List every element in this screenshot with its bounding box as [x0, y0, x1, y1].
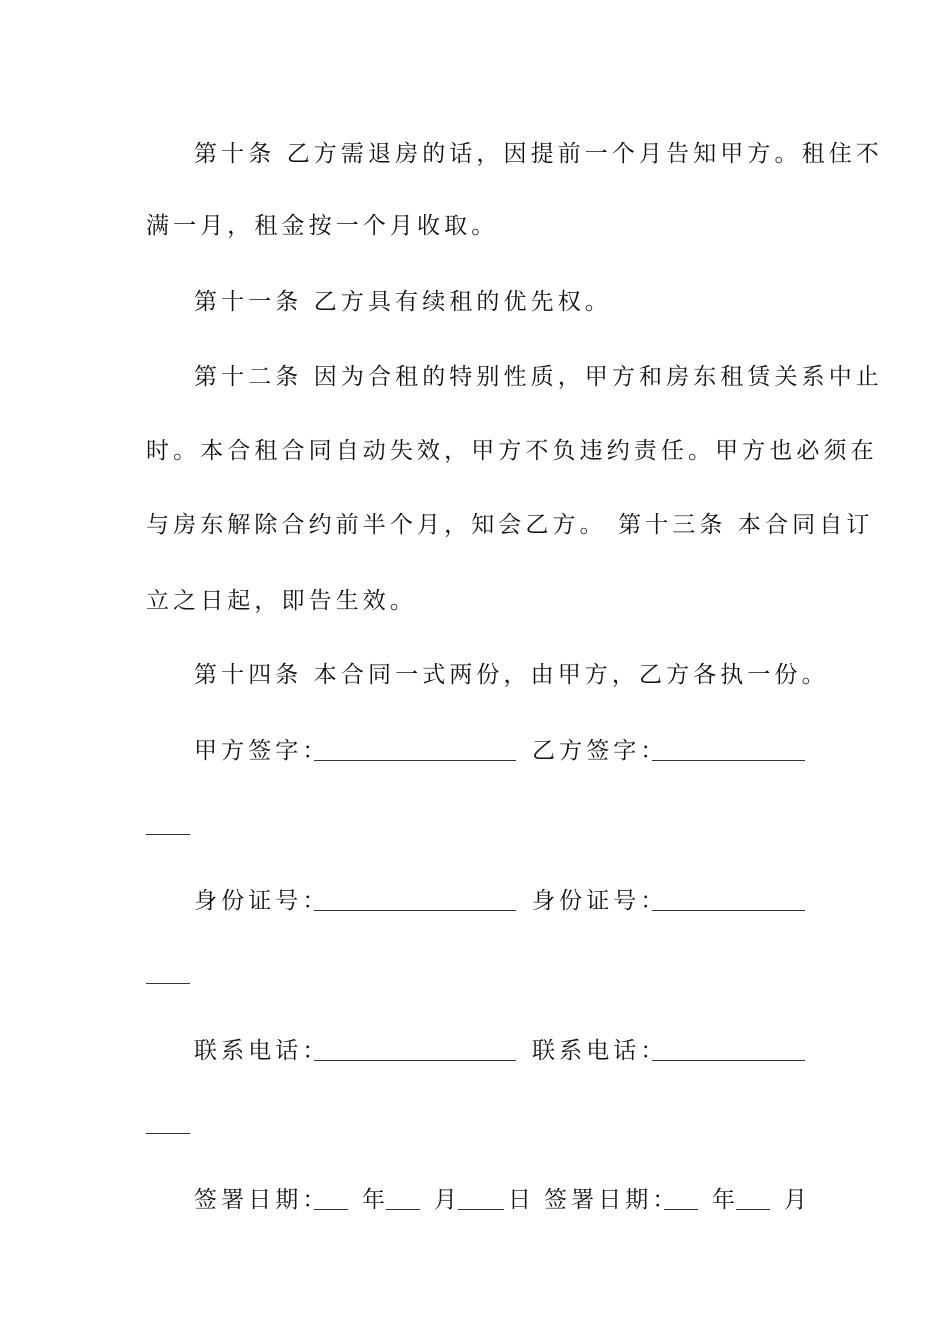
clause-12-line-4: 立之日起，即告生效。: [146, 588, 417, 614]
id-b-field[interactable]: [652, 910, 805, 911]
id-row: [194, 885, 330, 917]
date-b-year-wrap: [712, 1184, 739, 1216]
clause-12-line-1: 第十二条 因为合租的特别性质，甲方和房东租赁关系中止: [194, 364, 883, 390]
date-a-year-field[interactable]: [314, 1209, 348, 1210]
date-b-month-wrap: [784, 1184, 811, 1216]
phone-a-field[interactable]: [314, 1060, 516, 1061]
date-a-month-wrap: [434, 1184, 461, 1216]
clause-12-line-2: 时。本合租合同自动失效，甲方不负违约责任。甲方也必须在: [146, 438, 878, 464]
party-b-sign-field-cont[interactable]: [146, 834, 190, 835]
clause-14: 第十四条 本合同一式两份，由甲方，乙方各执一份。: [194, 662, 829, 688]
date-row: [194, 1184, 330, 1216]
phone-b-label-wrap: [532, 1035, 668, 1067]
date-a-day-label: 日: [508, 1187, 536, 1213]
id-b-label-wrap: [532, 885, 668, 917]
phone-b-label: 联系电话：: [532, 1038, 668, 1064]
signature-row: [194, 735, 330, 767]
clause-11: 第十一条 乙方具有续租的优先权。: [194, 289, 612, 315]
clause-10-line-1: 第十条 乙方需退房的话，因提前一个月告知甲方。租住不: [194, 141, 883, 167]
date-a-year-wrap: [362, 1184, 389, 1216]
party-a-sign-field[interactable]: [314, 760, 516, 761]
date-b-year-label: 年: [712, 1187, 740, 1213]
date-a-month-label: 月: [434, 1187, 462, 1213]
date-b-month-field[interactable]: [736, 1209, 770, 1210]
party-b-sign-field[interactable]: [652, 760, 805, 761]
phone-b-field[interactable]: [652, 1060, 805, 1061]
party-b-sign-label-wrap: [532, 735, 668, 767]
clause-10-line-2: 满一月，租金按一个月收取。: [146, 213, 499, 239]
party-b-sign-label: 乙方签字：: [532, 738, 668, 764]
phone-b-field-cont[interactable]: [146, 1133, 190, 1134]
date-b-month-label: 月: [784, 1187, 812, 1213]
phone-a-label: 联系电话：: [194, 1038, 330, 1064]
id-b-label: 身份证号：: [532, 888, 668, 914]
id-a-field[interactable]: [314, 910, 516, 911]
id-b-field-cont[interactable]: [146, 983, 190, 984]
phone-row: [194, 1035, 330, 1067]
date-b-label: 签署日期：: [544, 1187, 680, 1213]
date-b-label-wrap: [544, 1184, 680, 1216]
date-a-year-label: 年: [362, 1187, 390, 1213]
date-a-day-field[interactable]: [458, 1209, 504, 1210]
party-a-sign-label: 甲方签字：: [194, 738, 330, 764]
date-a-label: 签署日期：: [194, 1187, 330, 1213]
id-a-label: 身份证号：: [194, 888, 330, 914]
date-a-day-wrap: [508, 1184, 535, 1216]
date-b-year-field[interactable]: [664, 1209, 698, 1210]
clause-12-line-3: 与房东解除合约前半个月，知会乙方。 第十三条 本合同自订: [146, 512, 874, 538]
date-a-month-field[interactable]: [386, 1209, 420, 1210]
